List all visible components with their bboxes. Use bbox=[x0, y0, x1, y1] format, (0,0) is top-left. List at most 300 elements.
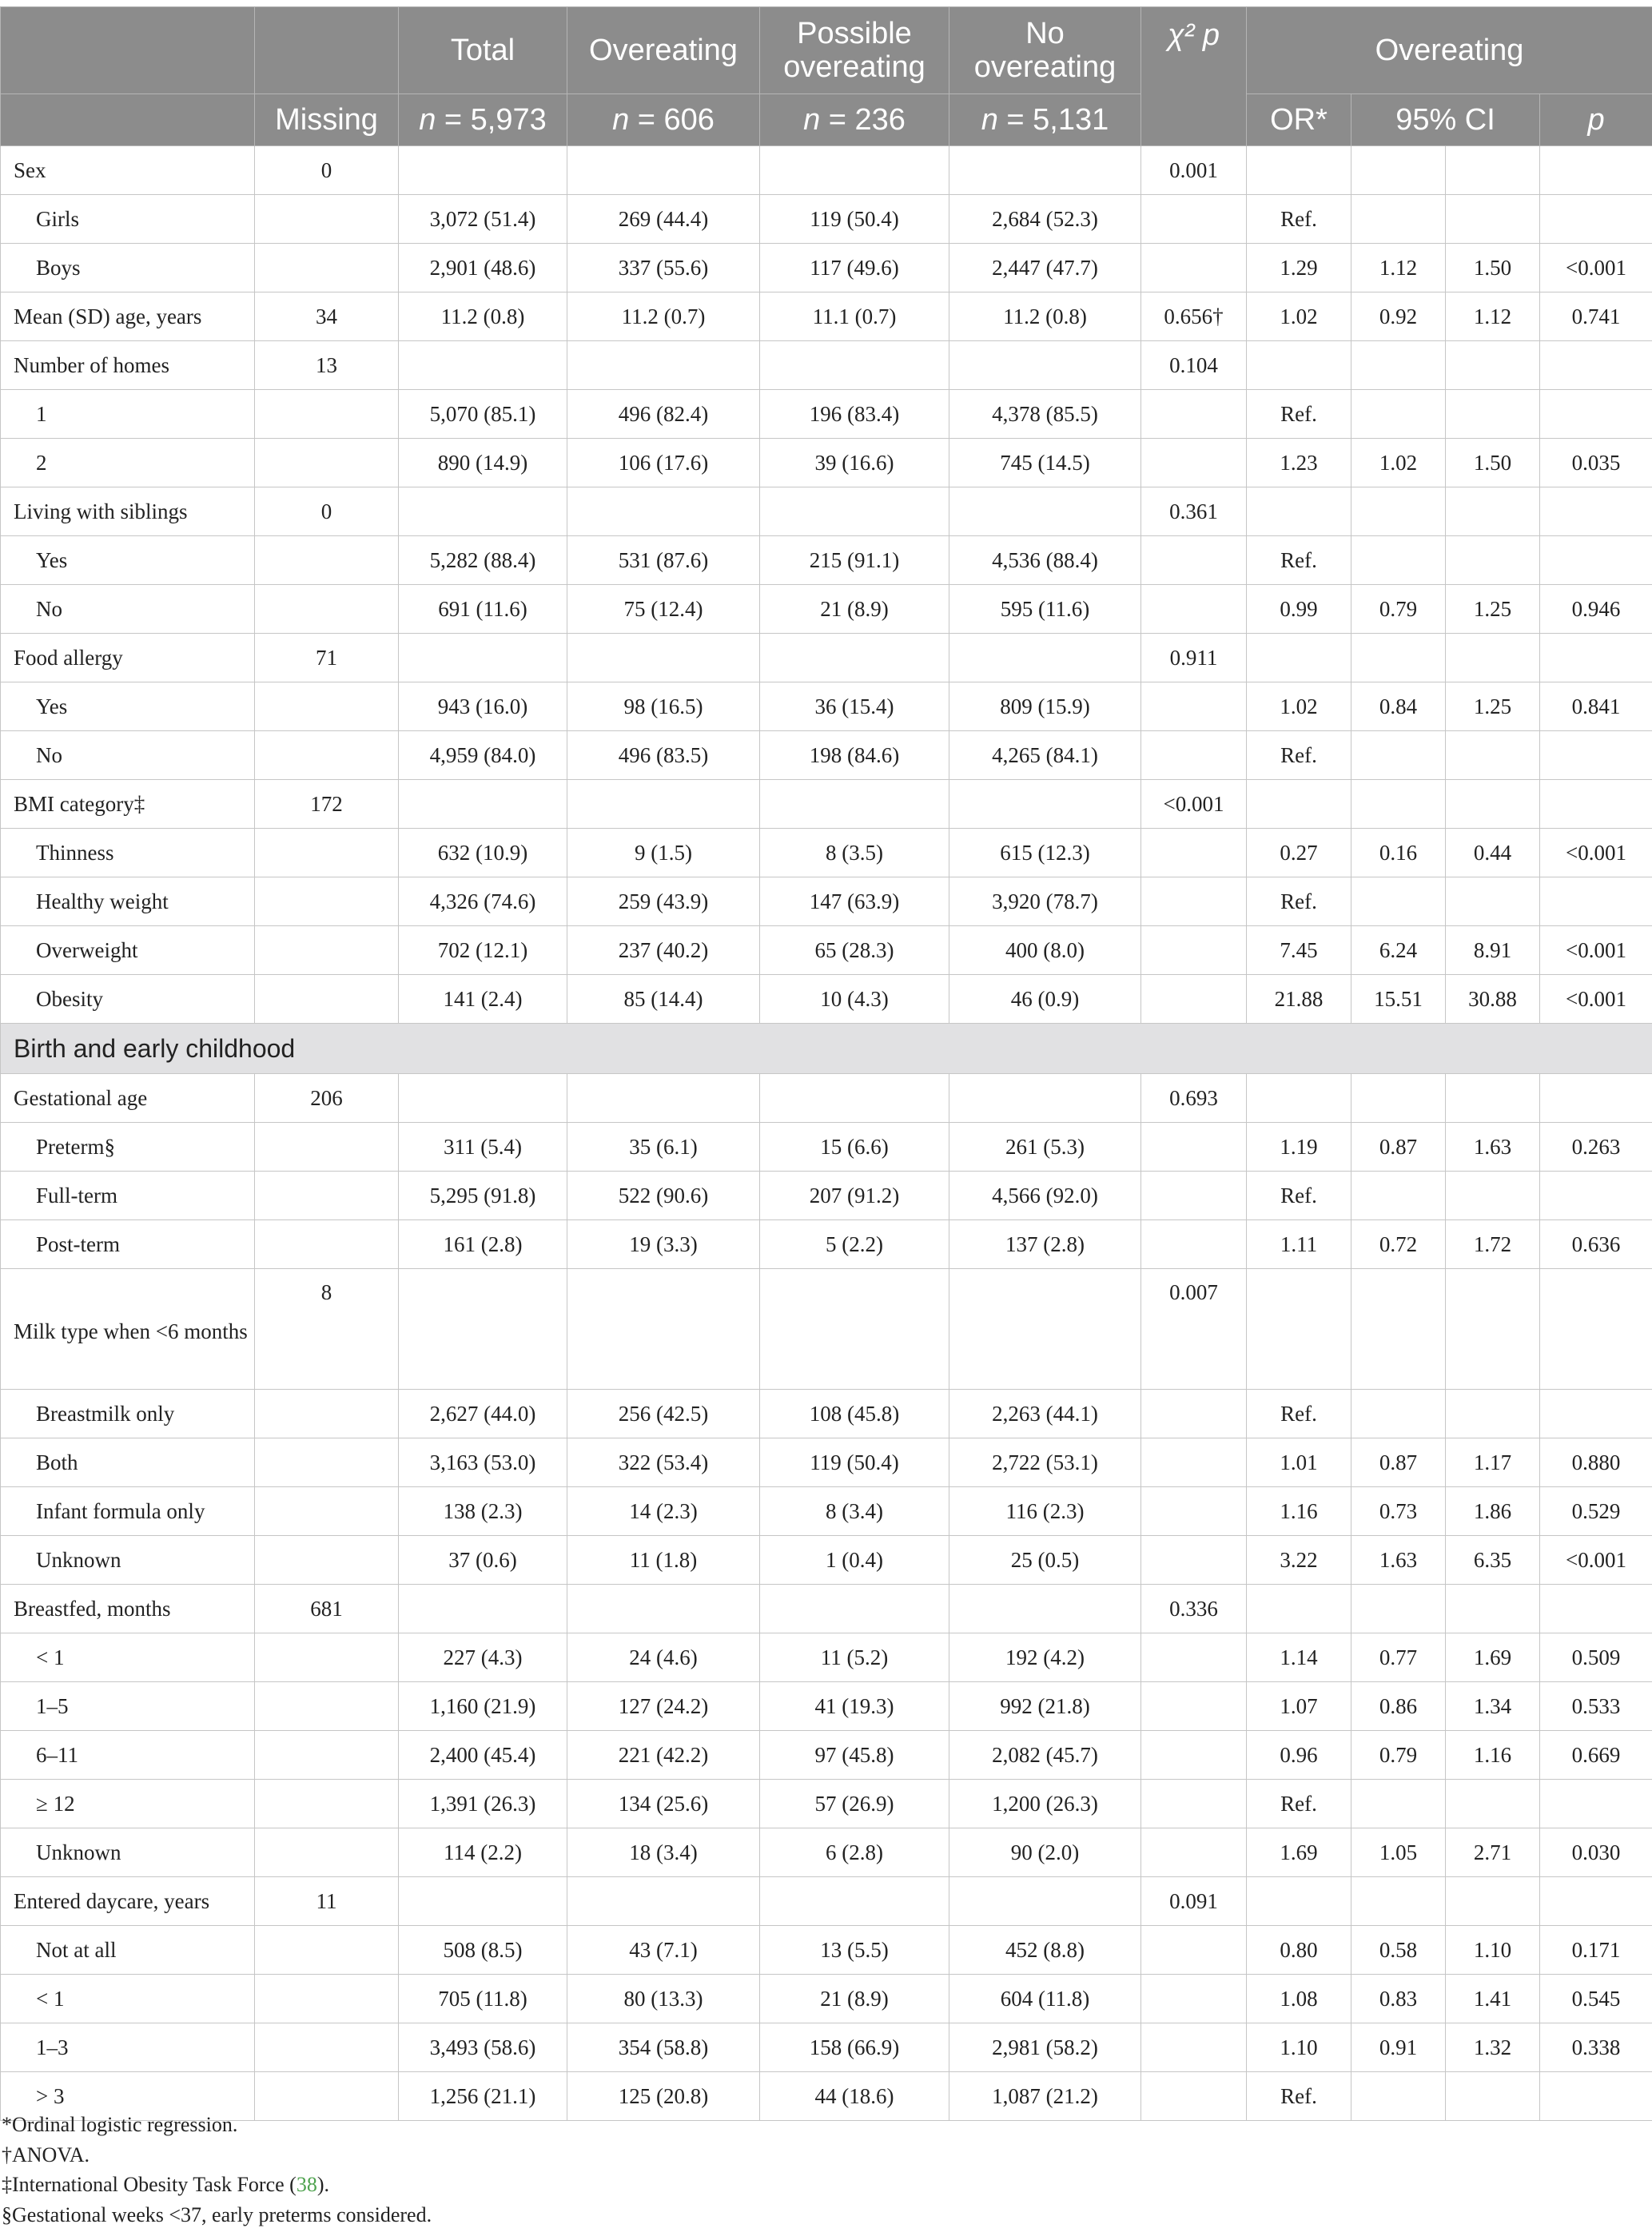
row-label: 2 bbox=[1, 439, 255, 487]
cell-total bbox=[399, 1877, 567, 1926]
cell-odds-ratio: Ref. bbox=[1247, 1172, 1351, 1220]
cell-overeating: 496 (83.5) bbox=[567, 731, 760, 780]
cell-no-overeating bbox=[949, 780, 1141, 829]
cell-overeating: 322 (53.4) bbox=[567, 1438, 760, 1487]
cell-chi2-p: 0.911 bbox=[1141, 634, 1247, 682]
cell-total: 691 (11.6) bbox=[399, 585, 567, 634]
cell-odds-ratio: 7.45 bbox=[1247, 926, 1351, 975]
cell-possible-overeating: 44 (18.6) bbox=[760, 2072, 949, 2121]
table-header bbox=[1, 7, 1652, 146]
header-overeating: Overeating bbox=[567, 7, 760, 94]
header-possible-overeating: Possible overeating bbox=[760, 7, 949, 94]
header-missing-blank bbox=[255, 7, 399, 94]
cell-possible-overeating: 10 (4.3) bbox=[760, 975, 949, 1024]
cell-overeating bbox=[567, 634, 760, 682]
cell-total: 311 (5.4) bbox=[399, 1123, 567, 1172]
cell-ci-upper bbox=[1446, 877, 1540, 926]
table-row-level bbox=[1, 536, 1652, 585]
cell-ci-upper: 1.50 bbox=[1446, 244, 1540, 292]
cell-overeating: 85 (14.4) bbox=[567, 975, 760, 1024]
cell-p-value: 0.529 bbox=[1540, 1487, 1652, 1536]
row-label: Sex bbox=[1, 146, 255, 195]
cell-no-overeating: 46 (0.9) bbox=[949, 975, 1141, 1024]
cell-p-value bbox=[1540, 195, 1652, 244]
cell-p-value: <0.001 bbox=[1540, 975, 1652, 1024]
cell-overeating: 14 (2.3) bbox=[567, 1487, 760, 1536]
cell-ci-lower bbox=[1351, 487, 1446, 536]
cell-chi2-p bbox=[1141, 1633, 1247, 1682]
cell-chi2-p: 0.693 bbox=[1141, 1074, 1247, 1123]
table-row-variable bbox=[1, 292, 1652, 341]
cell-chi2-p bbox=[1141, 1390, 1247, 1438]
row-label: Full-term bbox=[1, 1172, 255, 1220]
cell-p-value bbox=[1540, 634, 1652, 682]
header-p: p bbox=[1540, 94, 1652, 146]
cell-ci-upper: 1.41 bbox=[1446, 1975, 1540, 2023]
row-label: Overweight bbox=[1, 926, 255, 975]
cell-p-value bbox=[1540, 536, 1652, 585]
cell-possible-overeating bbox=[760, 1585, 949, 1633]
cell-chi2-p bbox=[1141, 1536, 1247, 1585]
table-row-level bbox=[1, 1975, 1652, 2023]
cell-no-overeating: 595 (11.6) bbox=[949, 585, 1141, 634]
cell-odds-ratio: 1.02 bbox=[1247, 682, 1351, 731]
row-label: 1–5 bbox=[1, 1682, 255, 1731]
cell-odds-ratio: Ref. bbox=[1247, 731, 1351, 780]
cell-ci-lower bbox=[1351, 634, 1446, 682]
cell-p-value: 0.533 bbox=[1540, 1682, 1652, 1731]
row-label: Healthy weight bbox=[1, 877, 255, 926]
cell-ci-upper: 1.63 bbox=[1446, 1123, 1540, 1172]
row-label: Post-term bbox=[1, 1220, 255, 1269]
cell-missing bbox=[255, 439, 399, 487]
cell-p-value bbox=[1540, 731, 1652, 780]
cell-odds-ratio: 0.99 bbox=[1247, 585, 1351, 634]
cell-total: 4,326 (74.6) bbox=[399, 877, 567, 926]
row-label: No bbox=[1, 731, 255, 780]
cell-ci-upper: 1.34 bbox=[1446, 1682, 1540, 1731]
cell-total: 114 (2.2) bbox=[399, 1828, 567, 1877]
cell-ci-lower bbox=[1351, 1877, 1446, 1926]
cell-possible-overeating: 158 (66.9) bbox=[760, 2023, 949, 2072]
cell-missing bbox=[255, 1633, 399, 1682]
cell-missing bbox=[255, 195, 399, 244]
cell-no-overeating: 1,200 (26.3) bbox=[949, 1780, 1141, 1828]
cell-total: 1,391 (26.3) bbox=[399, 1780, 567, 1828]
table-row-level bbox=[1, 585, 1652, 634]
table-row-level bbox=[1, 682, 1652, 731]
table-row-level bbox=[1, 975, 1652, 1024]
table-row-level bbox=[1, 1390, 1652, 1438]
cell-no-overeating: 745 (14.5) bbox=[949, 439, 1141, 487]
cell-ci-upper: 1.25 bbox=[1446, 682, 1540, 731]
cell-ci-upper: 1.16 bbox=[1446, 1731, 1540, 1780]
cell-possible-overeating bbox=[760, 341, 949, 390]
cell-ci-lower: 1.05 bbox=[1351, 1828, 1446, 1877]
cell-missing bbox=[255, 682, 399, 731]
cell-no-overeating: 992 (21.8) bbox=[949, 1682, 1141, 1731]
cell-ci-lower bbox=[1351, 1780, 1446, 1828]
cell-total: 508 (8.5) bbox=[399, 1926, 567, 1975]
cell-chi2-p bbox=[1141, 390, 1247, 439]
footnote bbox=[0, 2110, 1652, 2140]
results-table-container bbox=[0, 6, 1652, 2121]
cell-ci-lower bbox=[1351, 146, 1446, 195]
cell-chi2-p bbox=[1141, 1220, 1247, 1269]
cell-missing bbox=[255, 1731, 399, 1780]
table-row-level bbox=[1, 1123, 1652, 1172]
cell-total: 702 (12.1) bbox=[399, 926, 567, 975]
cell-p-value: 0.509 bbox=[1540, 1633, 1652, 1682]
cell-total: 37 (0.6) bbox=[399, 1536, 567, 1585]
row-label: 6–11 bbox=[1, 1731, 255, 1780]
cell-overeating: 11 (1.8) bbox=[567, 1536, 760, 1585]
cell-possible-overeating: 8 (3.4) bbox=[760, 1487, 949, 1536]
cell-possible-overeating bbox=[760, 780, 949, 829]
row-label: ≥ 12 bbox=[1, 1780, 255, 1828]
cell-p-value: 0.338 bbox=[1540, 2023, 1652, 2072]
cell-chi2-p: 0.001 bbox=[1141, 146, 1247, 195]
cell-ci-upper: 0.44 bbox=[1446, 829, 1540, 877]
cell-possible-overeating bbox=[760, 487, 949, 536]
cell-overeating bbox=[567, 487, 760, 536]
cell-possible-overeating: 198 (84.6) bbox=[760, 731, 949, 780]
cell-overeating: 98 (16.5) bbox=[567, 682, 760, 731]
cell-overeating: 18 (3.4) bbox=[567, 1828, 760, 1877]
cell-overeating: 106 (17.6) bbox=[567, 439, 760, 487]
cell-chi2-p bbox=[1141, 1731, 1247, 1780]
cell-no-overeating bbox=[949, 1074, 1141, 1123]
cell-ci-lower: 15.51 bbox=[1351, 975, 1446, 1024]
cell-overeating bbox=[567, 1269, 760, 1390]
cell-odds-ratio bbox=[1247, 634, 1351, 682]
cell-no-overeating bbox=[949, 341, 1141, 390]
cell-chi2-p bbox=[1141, 1828, 1247, 1877]
cell-ci-upper: 1.10 bbox=[1446, 1926, 1540, 1975]
cell-overeating: 531 (87.6) bbox=[567, 536, 760, 585]
cell-no-overeating: 116 (2.3) bbox=[949, 1487, 1141, 1536]
cell-no-overeating: 452 (8.8) bbox=[949, 1926, 1141, 1975]
reference-link[interactable]: 38 bbox=[296, 2173, 317, 2196]
cell-ci-lower bbox=[1351, 341, 1446, 390]
cell-chi2-p: 0.091 bbox=[1141, 1877, 1247, 1926]
cell-no-overeating: 90 (2.0) bbox=[949, 1828, 1141, 1877]
cell-ci-lower: 0.73 bbox=[1351, 1487, 1446, 1536]
row-label: Breastmilk only bbox=[1, 1390, 255, 1438]
cell-odds-ratio: 1.14 bbox=[1247, 1633, 1351, 1682]
row-label: Preterm§ bbox=[1, 1123, 255, 1172]
cell-p-value: 0.741 bbox=[1540, 292, 1652, 341]
cell-possible-overeating: 215 (91.1) bbox=[760, 536, 949, 585]
header-n-possible: n = 236 bbox=[760, 94, 949, 146]
cell-ci-lower: 1.02 bbox=[1351, 439, 1446, 487]
cell-overeating bbox=[567, 1074, 760, 1123]
cell-total: 138 (2.3) bbox=[399, 1487, 567, 1536]
cell-missing bbox=[255, 2023, 399, 2072]
cell-p-value: <0.001 bbox=[1540, 829, 1652, 877]
table-row-level bbox=[1, 195, 1652, 244]
cell-missing: 13 bbox=[255, 341, 399, 390]
footnote-text: *Ordinal logistic regression. bbox=[2, 2113, 238, 2136]
cell-chi2-p bbox=[1141, 195, 1247, 244]
cell-odds-ratio: 1.23 bbox=[1247, 439, 1351, 487]
cell-overeating: 9 (1.5) bbox=[567, 829, 760, 877]
cell-missing bbox=[255, 1536, 399, 1585]
cell-missing bbox=[255, 829, 399, 877]
cell-missing: 172 bbox=[255, 780, 399, 829]
header-variable-blank-2 bbox=[1, 94, 255, 146]
cell-ci-upper bbox=[1446, 195, 1540, 244]
cell-no-overeating: 615 (12.3) bbox=[949, 829, 1141, 877]
cell-no-overeating: 4,566 (92.0) bbox=[949, 1172, 1141, 1220]
cell-ci-lower: 0.83 bbox=[1351, 1975, 1446, 2023]
results-table bbox=[0, 6, 1652, 2121]
row-label: No bbox=[1, 585, 255, 634]
row-label: Number of homes bbox=[1, 341, 255, 390]
header-95ci: 95% CI bbox=[1351, 94, 1540, 146]
cell-overeating: 221 (42.2) bbox=[567, 1731, 760, 1780]
cell-overeating: 522 (90.6) bbox=[567, 1172, 760, 1220]
cell-p-value: 0.669 bbox=[1540, 1731, 1652, 1780]
cell-ci-lower bbox=[1351, 780, 1446, 829]
cell-p-value: 0.545 bbox=[1540, 1975, 1652, 2023]
cell-no-overeating: 192 (4.2) bbox=[949, 1633, 1141, 1682]
cell-ci-upper bbox=[1446, 634, 1540, 682]
cell-overeating: 237 (40.2) bbox=[567, 926, 760, 975]
row-label: Entered daycare, years bbox=[1, 1877, 255, 1926]
footnote-text: †ANOVA. bbox=[2, 2143, 90, 2166]
cell-no-overeating: 11.2 (0.8) bbox=[949, 292, 1141, 341]
cell-possible-overeating bbox=[760, 1074, 949, 1123]
cell-ci-lower: 1.63 bbox=[1351, 1536, 1446, 1585]
cell-ci-upper: 1.12 bbox=[1446, 292, 1540, 341]
table-row-level bbox=[1, 877, 1652, 926]
cell-chi2-p bbox=[1141, 1682, 1247, 1731]
table-row-level bbox=[1, 1220, 1652, 1269]
cell-possible-overeating: 196 (83.4) bbox=[760, 390, 949, 439]
cell-ci-lower: 0.72 bbox=[1351, 1220, 1446, 1269]
cell-overeating: 269 (44.4) bbox=[567, 195, 760, 244]
table-row-variable bbox=[1, 487, 1652, 536]
cell-ci-lower: 0.87 bbox=[1351, 1123, 1446, 1172]
cell-chi2-p bbox=[1141, 585, 1247, 634]
cell-odds-ratio bbox=[1247, 487, 1351, 536]
cell-ci-upper: 1.72 bbox=[1446, 1220, 1540, 1269]
table-row-level bbox=[1, 1438, 1652, 1487]
cell-no-overeating: 1,087 (21.2) bbox=[949, 2072, 1141, 2121]
cell-total: 1,160 (21.9) bbox=[399, 1682, 567, 1731]
footnote bbox=[0, 2170, 1652, 2200]
cell-odds-ratio: Ref. bbox=[1247, 1780, 1351, 1828]
cell-overeating: 496 (82.4) bbox=[567, 390, 760, 439]
table-row-level bbox=[1, 1487, 1652, 1536]
cell-ci-lower: 0.87 bbox=[1351, 1438, 1446, 1487]
cell-odds-ratio: 1.29 bbox=[1247, 244, 1351, 292]
cell-ci-upper bbox=[1446, 1172, 1540, 1220]
header-overeating-group: Overeating bbox=[1247, 7, 1652, 94]
cell-ci-lower: 0.77 bbox=[1351, 1633, 1446, 1682]
cell-chi2-p: 0.104 bbox=[1141, 341, 1247, 390]
cell-total: 5,282 (88.4) bbox=[399, 536, 567, 585]
cell-odds-ratio: 1.19 bbox=[1247, 1123, 1351, 1172]
cell-p-value: <0.001 bbox=[1540, 244, 1652, 292]
row-label: Food allergy bbox=[1, 634, 255, 682]
row-label: Both bbox=[1, 1438, 255, 1487]
footnote bbox=[0, 2200, 1652, 2230]
cell-no-overeating: 604 (11.8) bbox=[949, 1975, 1141, 2023]
cell-odds-ratio bbox=[1247, 780, 1351, 829]
cell-no-overeating: 4,536 (88.4) bbox=[949, 536, 1141, 585]
table-row-level bbox=[1, 2023, 1652, 2072]
cell-ci-lower: 0.79 bbox=[1351, 585, 1446, 634]
table-row-level bbox=[1, 829, 1652, 877]
cell-p-value: 0.946 bbox=[1540, 585, 1652, 634]
table-row-variable bbox=[1, 1585, 1652, 1633]
cell-chi2-p bbox=[1141, 1123, 1247, 1172]
cell-possible-overeating: 108 (45.8) bbox=[760, 1390, 949, 1438]
row-label: < 1 bbox=[1, 1633, 255, 1682]
cell-ci-upper bbox=[1446, 1390, 1540, 1438]
cell-overeating bbox=[567, 1877, 760, 1926]
cell-missing: 71 bbox=[255, 634, 399, 682]
cell-p-value: 0.171 bbox=[1540, 1926, 1652, 1975]
table-row-variable bbox=[1, 1074, 1652, 1123]
cell-p-value bbox=[1540, 1877, 1652, 1926]
cell-chi2-p: 0.656† bbox=[1141, 292, 1247, 341]
row-label: 1–3 bbox=[1, 2023, 255, 2072]
cell-ci-upper bbox=[1446, 731, 1540, 780]
cell-odds-ratio: 1.07 bbox=[1247, 1682, 1351, 1731]
cell-ci-upper bbox=[1446, 390, 1540, 439]
cell-possible-overeating: 5 (2.2) bbox=[760, 1220, 949, 1269]
cell-chi2-p bbox=[1141, 439, 1247, 487]
cell-ci-upper bbox=[1446, 536, 1540, 585]
cell-odds-ratio: 1.01 bbox=[1247, 1438, 1351, 1487]
cell-ci-upper: 8.91 bbox=[1446, 926, 1540, 975]
cell-total: 3,072 (51.4) bbox=[399, 195, 567, 244]
cell-missing bbox=[255, 1172, 399, 1220]
header-row-1 bbox=[1, 7, 1652, 94]
table-row-variable bbox=[1, 1877, 1652, 1926]
cell-ci-lower bbox=[1351, 1390, 1446, 1438]
cell-p-value bbox=[1540, 1074, 1652, 1123]
cell-chi2-p bbox=[1141, 1975, 1247, 2023]
cell-possible-overeating: 13 (5.5) bbox=[760, 1926, 949, 1975]
cell-total bbox=[399, 146, 567, 195]
cell-total: 2,400 (45.4) bbox=[399, 1731, 567, 1780]
cell-missing bbox=[255, 585, 399, 634]
cell-no-overeating: 2,263 (44.1) bbox=[949, 1390, 1141, 1438]
cell-possible-overeating: 65 (28.3) bbox=[760, 926, 949, 975]
cell-ci-lower: 0.79 bbox=[1351, 1731, 1446, 1780]
cell-p-value bbox=[1540, 146, 1652, 195]
cell-chi2-p: 0.361 bbox=[1141, 487, 1247, 536]
cell-ci-lower bbox=[1351, 390, 1446, 439]
cell-missing: 8 bbox=[255, 1269, 399, 1390]
cell-overeating bbox=[567, 780, 760, 829]
header-chi2-p: χ² p bbox=[1141, 7, 1247, 146]
cell-odds-ratio bbox=[1247, 1585, 1351, 1633]
table-row-level bbox=[1, 439, 1652, 487]
cell-missing bbox=[255, 975, 399, 1024]
cell-overeating: 80 (13.3) bbox=[567, 1975, 760, 2023]
cell-overeating: 75 (12.4) bbox=[567, 585, 760, 634]
cell-overeating: 125 (20.8) bbox=[567, 2072, 760, 2121]
cell-missing bbox=[255, 1123, 399, 1172]
footnote-text-after: ). bbox=[316, 2173, 329, 2196]
cell-odds-ratio: 1.10 bbox=[1247, 2023, 1351, 2072]
cell-ci-lower bbox=[1351, 1585, 1446, 1633]
cell-total: 5,070 (85.1) bbox=[399, 390, 567, 439]
cell-possible-overeating bbox=[760, 1269, 949, 1390]
cell-missing bbox=[255, 1220, 399, 1269]
cell-ci-upper: 1.86 bbox=[1446, 1487, 1540, 1536]
row-label: Yes bbox=[1, 682, 255, 731]
cell-missing bbox=[255, 1438, 399, 1487]
cell-ci-lower: 0.16 bbox=[1351, 829, 1446, 877]
cell-p-value: 0.035 bbox=[1540, 439, 1652, 487]
cell-no-overeating bbox=[949, 487, 1141, 536]
header-n-no-overeating: n = 5,131 bbox=[949, 94, 1141, 146]
cell-possible-overeating bbox=[760, 634, 949, 682]
cell-total: 943 (16.0) bbox=[399, 682, 567, 731]
row-label: < 1 bbox=[1, 1975, 255, 2023]
cell-odds-ratio: Ref. bbox=[1247, 536, 1351, 585]
cell-total: 161 (2.8) bbox=[399, 1220, 567, 1269]
row-label: Not at all bbox=[1, 1926, 255, 1975]
row-label: Thinness bbox=[1, 829, 255, 877]
cell-total: 3,493 (58.6) bbox=[399, 2023, 567, 2072]
cell-total bbox=[399, 780, 567, 829]
cell-no-overeating bbox=[949, 146, 1141, 195]
cell-ci-lower bbox=[1351, 1074, 1446, 1123]
header-n-total: n = 5,973 bbox=[399, 94, 567, 146]
cell-ci-lower: 0.84 bbox=[1351, 682, 1446, 731]
cell-total: 632 (10.9) bbox=[399, 829, 567, 877]
cell-no-overeating: 2,722 (53.1) bbox=[949, 1438, 1141, 1487]
cell-total: 705 (11.8) bbox=[399, 1975, 567, 2023]
cell-missing bbox=[255, 1780, 399, 1828]
footnotes bbox=[0, 2110, 1652, 2230]
cell-possible-overeating: 119 (50.4) bbox=[760, 195, 949, 244]
cell-possible-overeating: 21 (8.9) bbox=[760, 585, 949, 634]
cell-odds-ratio: 0.27 bbox=[1247, 829, 1351, 877]
cell-possible-overeating: 57 (26.9) bbox=[760, 1780, 949, 1828]
cell-ci-upper: 30.88 bbox=[1446, 975, 1540, 1024]
cell-missing bbox=[255, 1682, 399, 1731]
cell-possible-overeating: 1 (0.4) bbox=[760, 1536, 949, 1585]
cell-possible-overeating: 39 (16.6) bbox=[760, 439, 949, 487]
cell-no-overeating: 2,981 (58.2) bbox=[949, 2023, 1141, 2072]
cell-missing bbox=[255, 1926, 399, 1975]
cell-possible-overeating: 21 (8.9) bbox=[760, 1975, 949, 2023]
cell-no-overeating: 2,082 (45.7) bbox=[949, 1731, 1141, 1780]
cell-missing bbox=[255, 926, 399, 975]
cell-missing: 34 bbox=[255, 292, 399, 341]
cell-chi2-p bbox=[1141, 1172, 1247, 1220]
cell-missing bbox=[255, 1487, 399, 1536]
cell-odds-ratio: 1.69 bbox=[1247, 1828, 1351, 1877]
cell-odds-ratio: Ref. bbox=[1247, 390, 1351, 439]
cell-odds-ratio: Ref. bbox=[1247, 195, 1351, 244]
cell-missing bbox=[255, 877, 399, 926]
row-label: Unknown bbox=[1, 1828, 255, 1877]
cell-possible-overeating: 15 (6.6) bbox=[760, 1123, 949, 1172]
cell-p-value: <0.001 bbox=[1540, 1536, 1652, 1585]
cell-ci-lower: 0.91 bbox=[1351, 2023, 1446, 2072]
cell-missing bbox=[255, 1390, 399, 1438]
cell-no-overeating: 400 (8.0) bbox=[949, 926, 1141, 975]
